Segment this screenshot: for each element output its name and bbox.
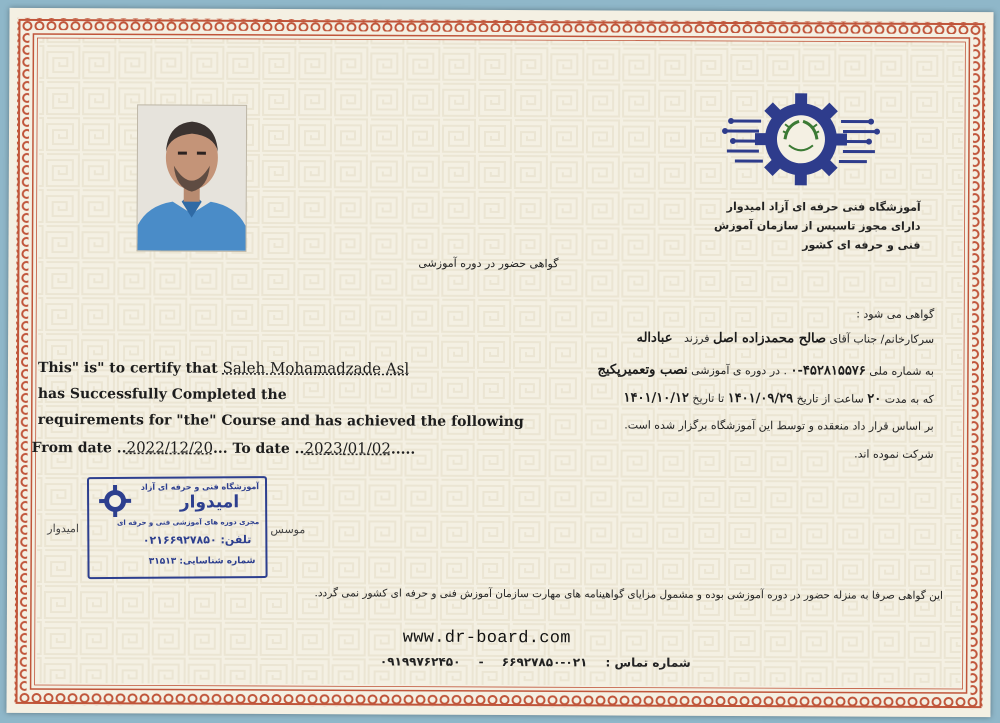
- person-photo: [136, 104, 247, 251]
- en-from-label: From date ..: [31, 439, 127, 457]
- fa-course-name: نصب وتعمیرپکیج: [597, 362, 688, 378]
- en-date-from: 2022/12/20: [126, 438, 214, 457]
- en-completed-line: has Successfully Completed the: [37, 385, 287, 404]
- en-dates-suffix: .....: [390, 441, 416, 458]
- founder-title: موسس: [270, 523, 306, 537]
- stamp-line-4: تلفن: ۰۲۱۶۶۹۲۷۸۵۰: [142, 533, 252, 547]
- contact-line: [366, 654, 691, 669]
- en-dates-line: [32, 438, 416, 458]
- en-to-label: ... To date ..: [213, 440, 305, 458]
- contact-label: شماره تماس :: [605, 655, 691, 670]
- en-certify-prefix: This" is" to certify that: [37, 359, 218, 377]
- stamp-line-2: امیدوار: [179, 492, 240, 513]
- fa-certify: گواهی می شود :: [856, 307, 935, 321]
- fa-id-number: ۴۵۲۸۱۵۵۷۶-۰: [790, 363, 866, 379]
- institute-line-3: فنی و حرفه ای کشور: [802, 238, 921, 252]
- fa-salutation: سرکارخانم/ جناب آقای: [829, 332, 935, 346]
- contact-separator: -: [478, 654, 484, 669]
- contact-phone-1: ۰۲۱-۶۶۹۲۷۸۵۰: [501, 655, 588, 670]
- fa-hours: ۲۰: [867, 391, 882, 407]
- en-certify-line: [38, 358, 409, 378]
- fa-course-label: در دوره ی آموزشی: [691, 363, 781, 378]
- fa-hours-label: ساعت از تاریخ: [796, 392, 864, 406]
- institute-name-block: [658, 197, 920, 255]
- institute-logo-gear: [721, 81, 882, 202]
- fa-date-to-label: تا تاریخ: [692, 391, 725, 405]
- stamp-line-3: مجری دوره های آموزشی فنی و حرفه ای: [116, 518, 260, 527]
- fa-person-name: صالح محمدزاده اصل: [712, 330, 827, 347]
- founder-signature-line: [47, 522, 305, 536]
- fa-contract-line: بر اساس قرار داد منعقده و توسط این آموزشگاه برگزار شده است.: [624, 418, 934, 433]
- founder-name: امیدوار: [47, 522, 80, 536]
- certificate-paper: [6, 8, 993, 717]
- en-date-to: 2023/01/02: [304, 439, 391, 458]
- stamp-line-5: شماره شناسایی: ۳۱۵۱۳: [148, 556, 256, 567]
- fa-id-label: به شماره ملی: [869, 364, 934, 378]
- fa-participated-line: شرکت نموده اند.: [854, 447, 934, 461]
- fa-father-name: عباداله: [636, 330, 673, 346]
- fa-duration-label: که به مدت: [884, 392, 934, 406]
- stamp-gear-icon: [95, 483, 135, 519]
- fa-date-to: ۱۴۰۱/۱۰/۱۲: [623, 390, 689, 406]
- fa-date-from: ۱۴۰۱/۰۹/۲۹: [727, 390, 794, 407]
- institute-line-2: دارای مجوز تاسیس از سازمان آموزش: [714, 218, 921, 233]
- notice-text: این گواهی صرفا به منزله حضور در دوره آموزشی بوده و مشمول مزایای گواهینامه های مهارت سازمان آموزش فنی و حرفه ای کشور نمی گردد.: [314, 587, 944, 602]
- en-person-name: Saleh Mohamadzade Asl: [222, 358, 410, 378]
- fa-name-line: [636, 331, 934, 347]
- stamp-line-1: آموزشگاه فنی و حرفه ای آزاد: [140, 482, 260, 492]
- fa-child-of-label: فرزند: [683, 331, 710, 345]
- institute-line-1: آموزشگاه فنی حرفه ای آزاد امیدوار: [726, 199, 921, 214]
- en-requirements-line: requirements for "the" Course and has achieved the following: [37, 411, 524, 431]
- certificate-title: گواهی حضور در دوره آموزشی: [418, 256, 559, 271]
- contact-phone-2: ۰۹۱۹۹۷۶۲۴۵۰: [379, 654, 461, 669]
- website-url: www.dr-board.com: [402, 628, 571, 649]
- fa-id-line: به شماره ملی ۴۵۲۸۱۵۵۷۶-۰ . در دوره ی آموزشی نصب وتعمیرپکیج: [597, 362, 934, 379]
- fa-duration-line: [624, 391, 934, 407]
